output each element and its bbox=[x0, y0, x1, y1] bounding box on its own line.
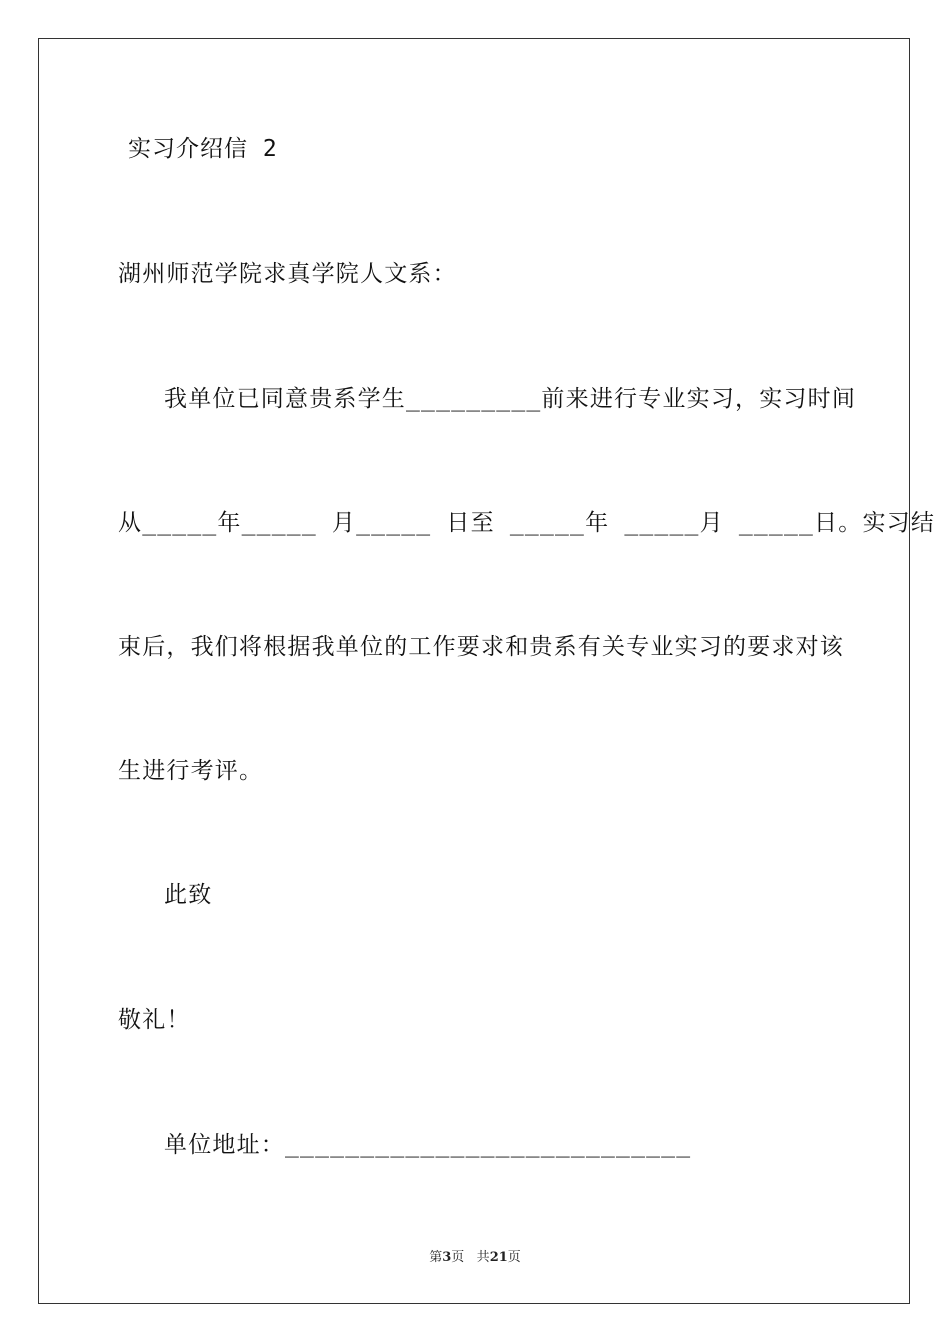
addressee: 湖州师范学院求真学院人文系： bbox=[118, 261, 457, 287]
body-line-4: 生进行考评。 bbox=[118, 758, 264, 784]
footer-current-page: 3 bbox=[442, 1250, 452, 1265]
closing-regards: 敬礼！ bbox=[118, 1007, 191, 1033]
footer-total-suffix: 页 bbox=[507, 1250, 521, 1265]
footer-page-prefix: 第 bbox=[429, 1250, 443, 1265]
body-line-2: 从_____年_____ 月_____ 日至 _____年 _____月 _____日。实习结 bbox=[118, 510, 936, 536]
page-footer bbox=[0, 1246, 950, 1265]
body-line-1: 我单位已同意贵系学生_________前来进行专业实习，实习时间 bbox=[164, 386, 857, 412]
body-line-3: 束后，我们将根据我单位的工作要求和贵系有关专业实习的要求对该 bbox=[118, 634, 844, 660]
footer-page-suffix: 页 bbox=[451, 1250, 465, 1265]
address-field: 单位地址：___________________________ bbox=[164, 1132, 692, 1158]
letter-title: 实习介绍信 2 bbox=[128, 136, 278, 162]
footer-total-prefix: 共 bbox=[476, 1250, 490, 1265]
page-frame bbox=[38, 38, 910, 1304]
closing-salutation: 此致 bbox=[164, 882, 213, 908]
footer-total-pages: 21 bbox=[489, 1250, 508, 1265]
